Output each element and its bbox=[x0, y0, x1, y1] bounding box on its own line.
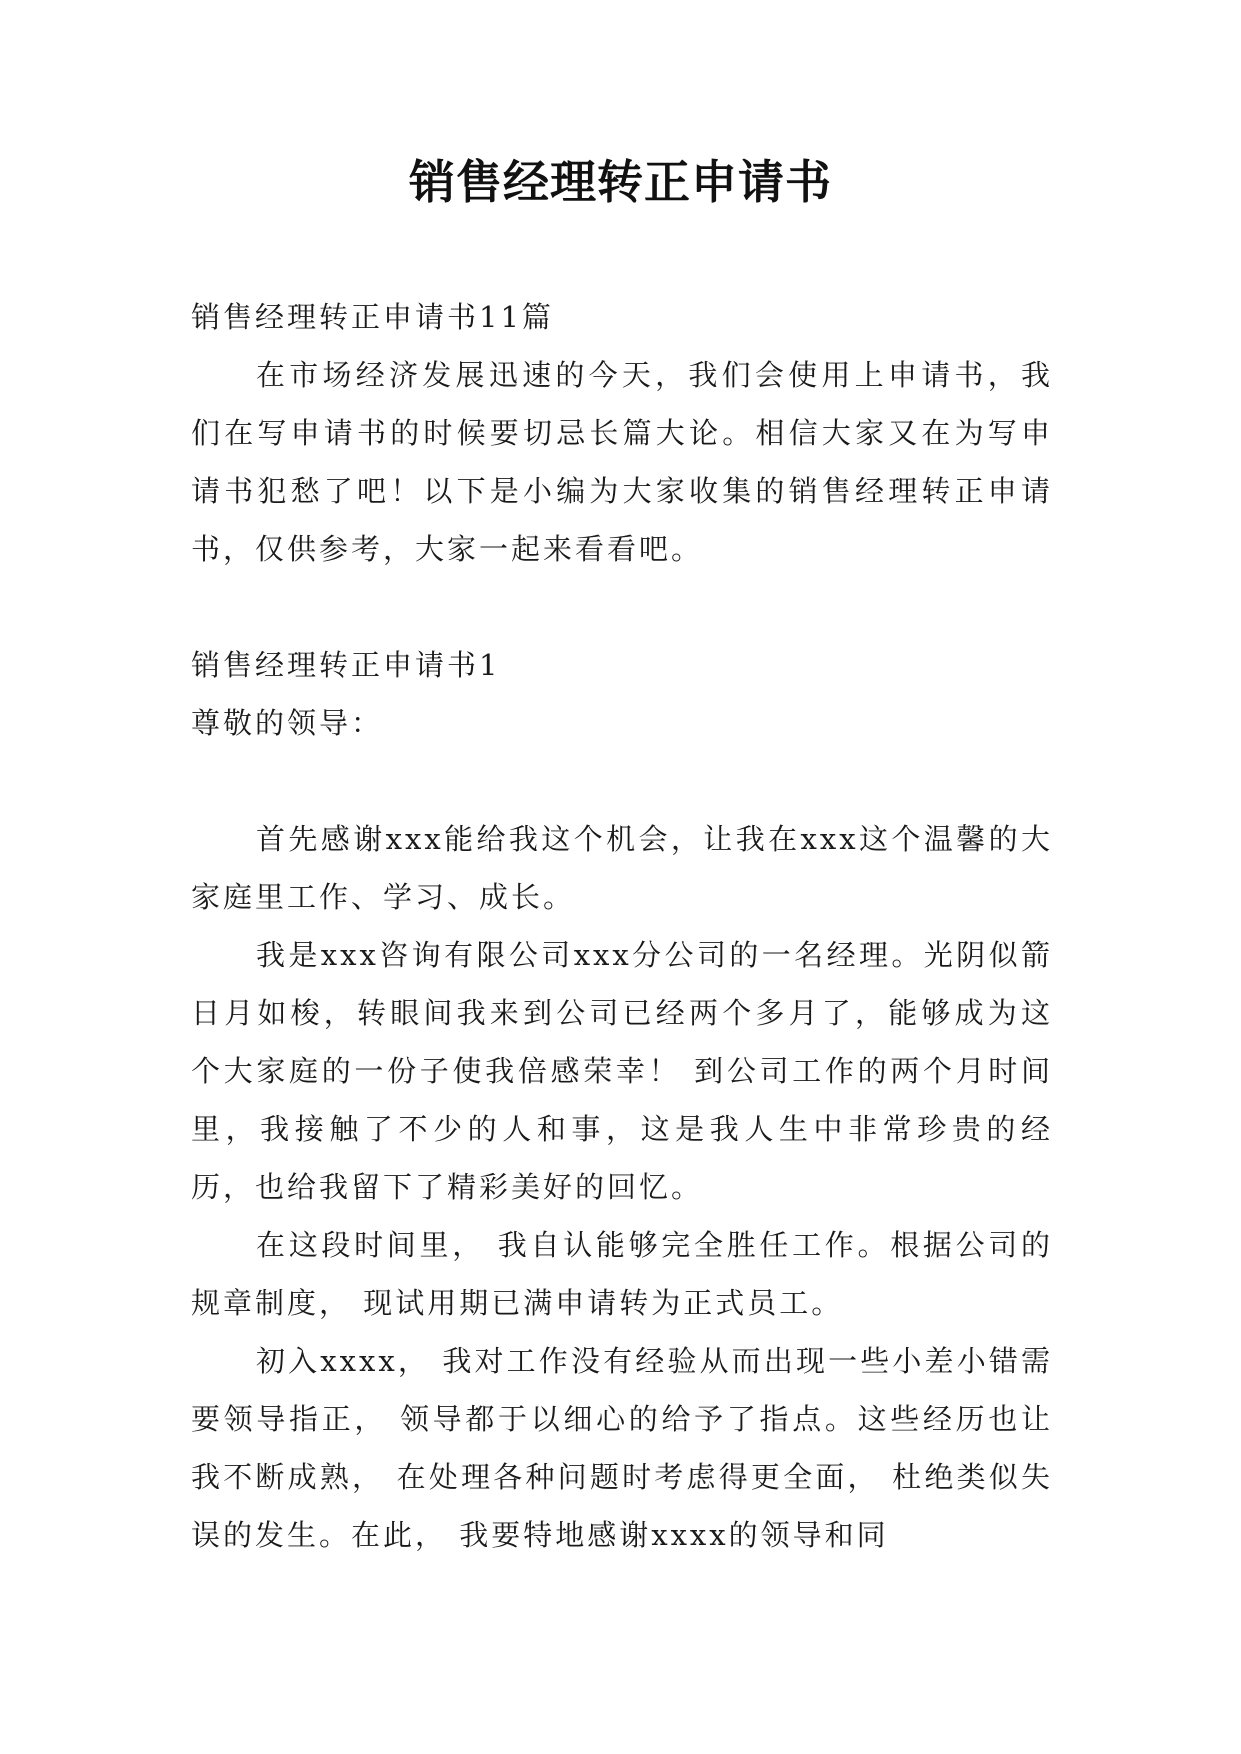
section-heading: 销售经理转正申请书1 bbox=[191, 648, 501, 682]
body-paragraph-1: 首先感谢xxx能给我这个机会，让我在xxx这个温馨的大家庭里工作、学习、成长。 bbox=[191, 822, 1053, 914]
body-paragraph-3: 在这段时间里， 我自认能够完全胜任工作。根据公司的规章制度， 现试用期已满申请转为正式员工。 bbox=[191, 1228, 1053, 1320]
body-paragraph-4: 初入xxxx， 我对工作没有经验从而出现一些小差小错需要领导指正， 领导都于以细心的给予了指点。这些经历也让我不断成熟， 在处理各种问题时考虑得更全面， 杜绝类似失误的发生。在此， 我要特地感谢xxxx的领导和同 bbox=[191, 1344, 1053, 1552]
document-subtitle: 销售经理转正申请书11篇 bbox=[191, 300, 554, 334]
body-paragraph-2: 我是xxx咨询有限公司xxx分公司的一名经理。光阴似箭日月如梭，转眼间我来到公司已经两个多月了，能够成为这个大家庭的一份子使我倍感荣幸！ 到公司工作的两个月时间里，我接触了不少的人和事，这是我人生中非常珍贵的经历，也给我留下了精彩美好的回忆。 bbox=[191, 938, 1053, 1204]
intro-paragraph: 在市场经济发展迅速的今天，我们会使用上申请书，我们在写申请书的时候要切忌长篇大论。相信大家又在为写申请书犯愁了吧！以下是小编为大家收集的销售经理转正申请书，仅供参考，大家一起来看看吧。 bbox=[191, 358, 1053, 566]
document-title: 销售经理转正申请书 bbox=[409, 155, 832, 209]
document-body bbox=[191, 288, 1053, 1564]
salutation: 尊敬的领导： bbox=[191, 706, 384, 740]
